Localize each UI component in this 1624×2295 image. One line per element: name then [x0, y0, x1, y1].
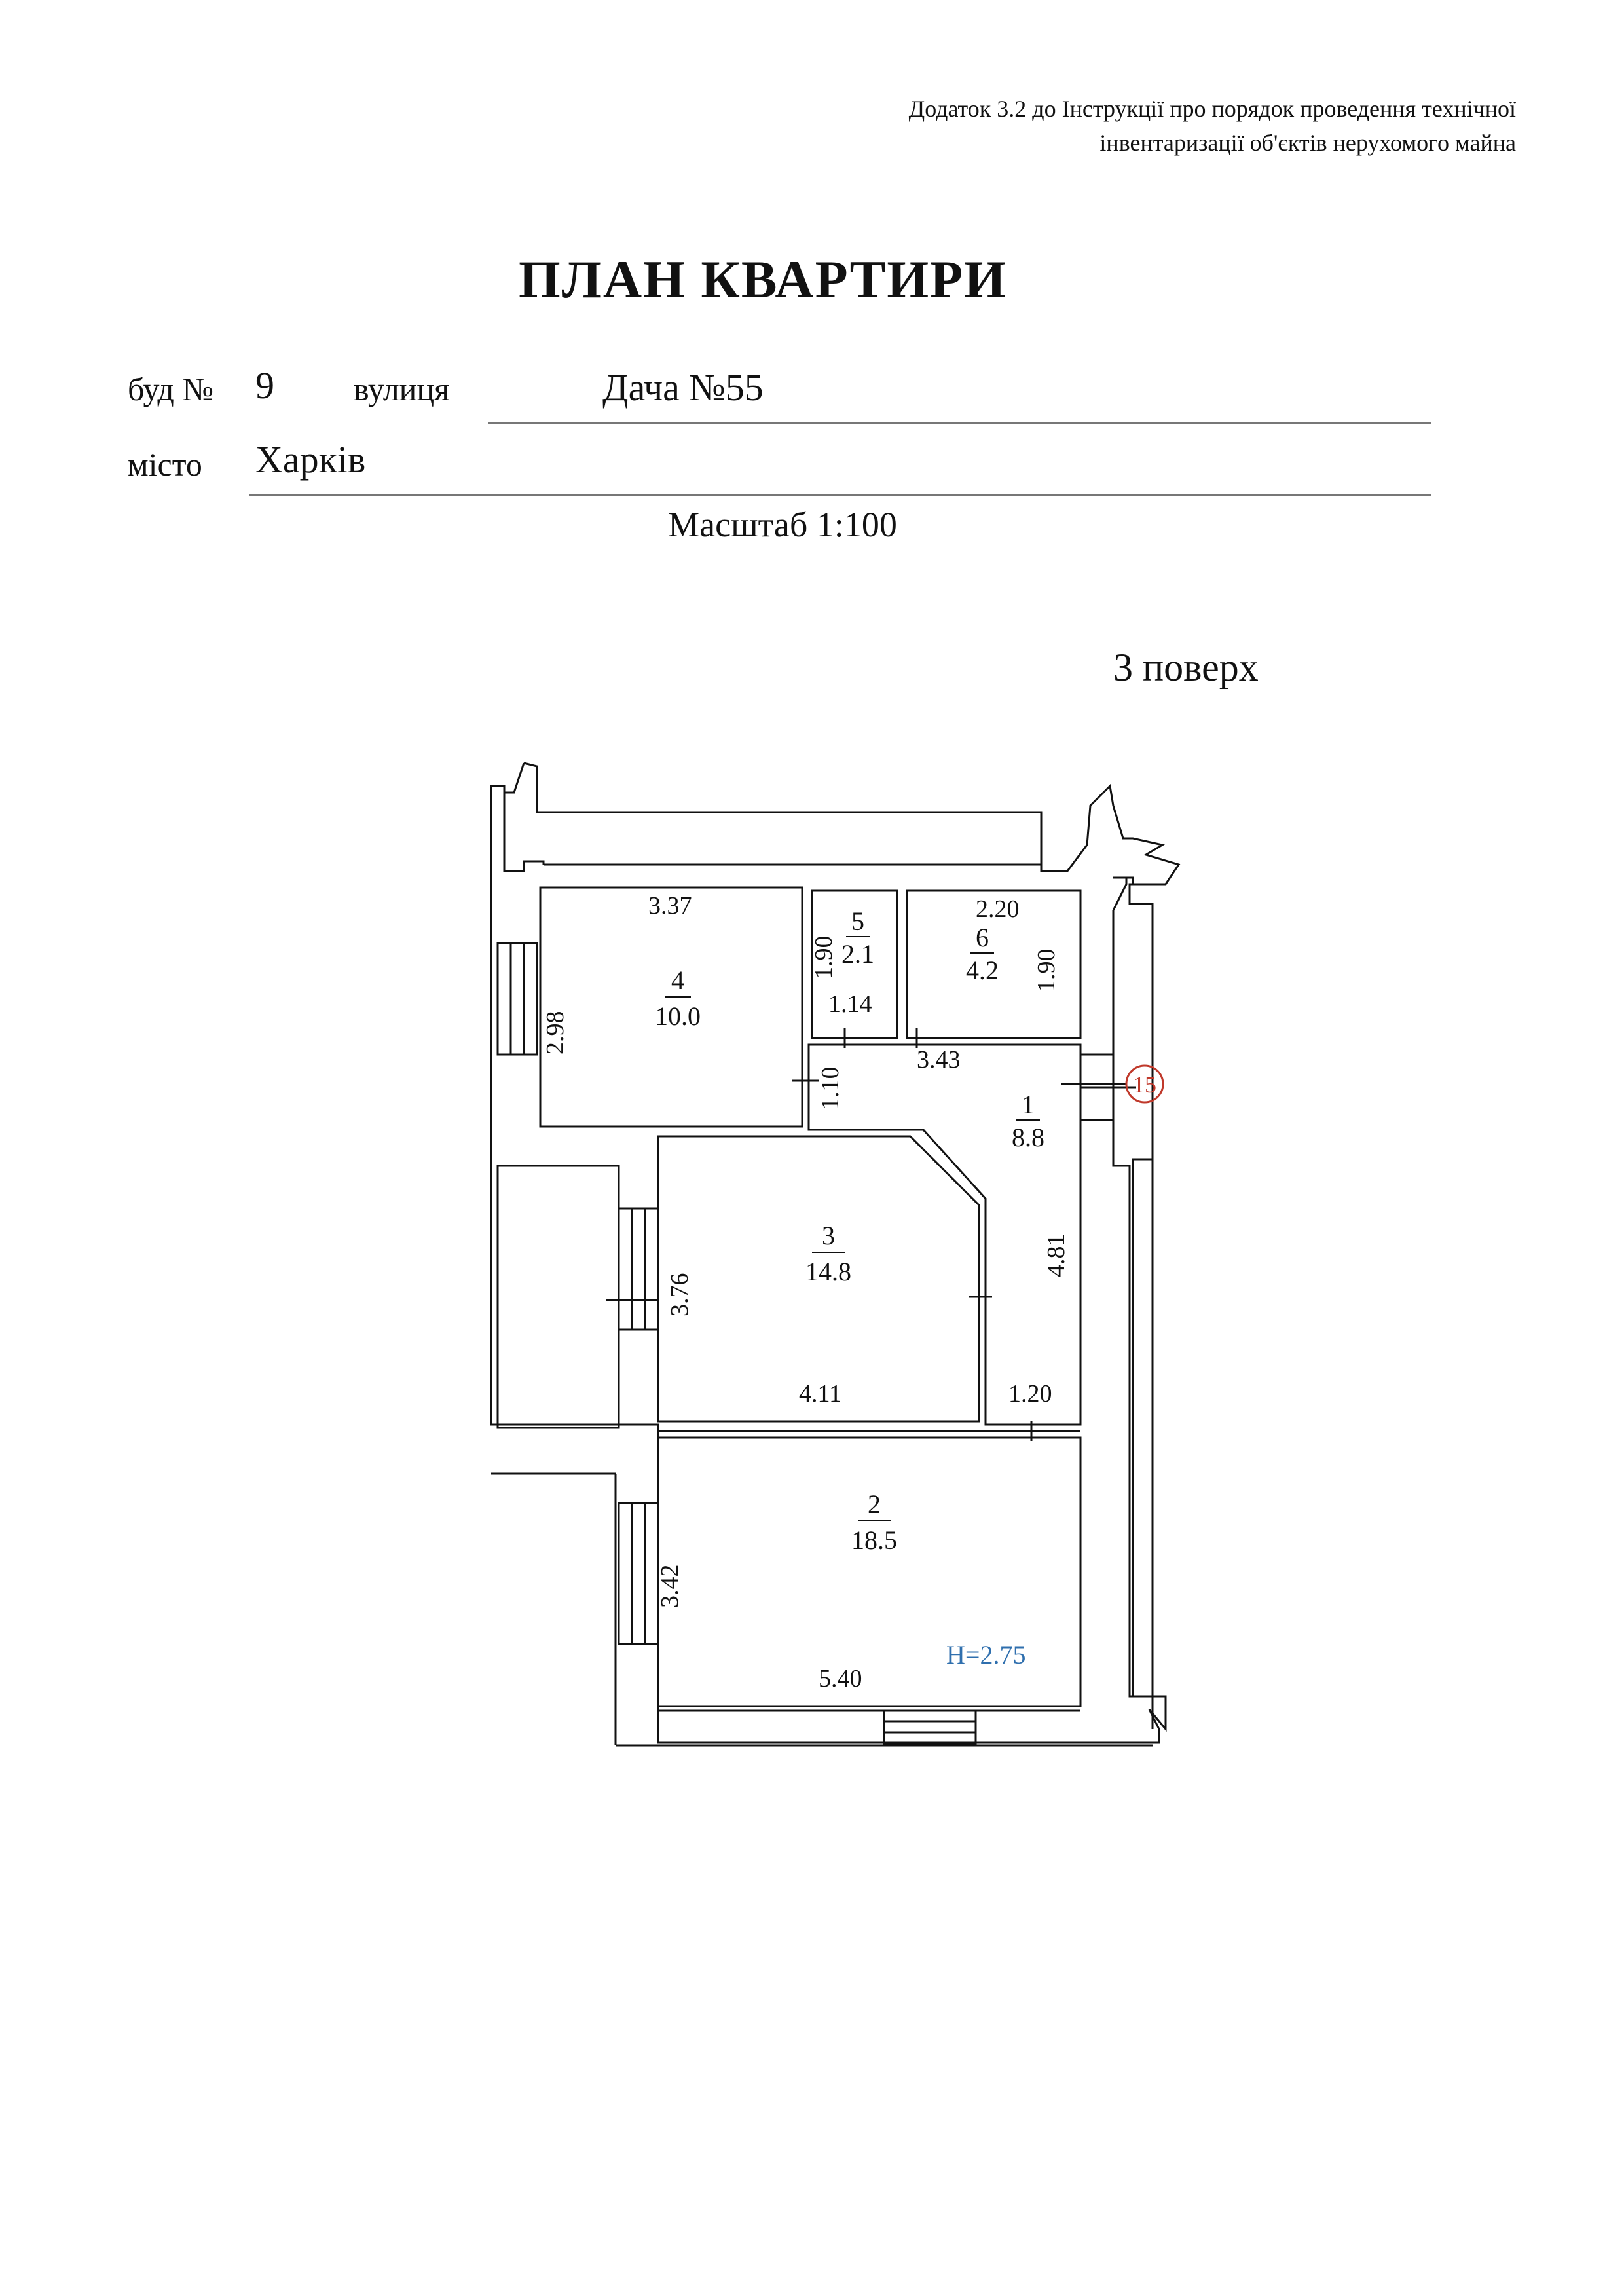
dim-r4-top: 3.37: [648, 892, 692, 920]
room-2-number: 2: [868, 1489, 881, 1519]
window-room-2-bottom: [884, 1711, 976, 1744]
page-title: ПЛАН КВАРТИРИ: [518, 250, 1008, 309]
room-1-number: 1: [1022, 1090, 1035, 1119]
room-1-area: 8.8: [1012, 1123, 1044, 1152]
dim-r3-left: 3.76: [666, 1273, 693, 1316]
room-1-outline: [809, 1045, 1080, 1425]
building-number: 9: [255, 364, 274, 407]
street-label: вулиця: [354, 371, 450, 407]
room-3-area: 14.8: [805, 1257, 851, 1286]
dim-hall-bottom: 1.20: [1008, 1380, 1052, 1408]
floor-label: 3 поверх: [1113, 646, 1259, 689]
dim-hall-top: 3.43: [917, 1046, 961, 1073]
city-label: місто: [128, 446, 202, 483]
building-label: буд №: [128, 371, 214, 407]
dim-r2-left: 3.42: [656, 1564, 684, 1608]
dim-hall-left: 1.10: [817, 1066, 844, 1110]
dim-r2-bottom: 5.40: [819, 1665, 862, 1692]
city-value: Харків: [255, 438, 366, 481]
dim-r3-bottom: 4.11: [799, 1380, 842, 1408]
room-4-number: 4: [671, 965, 684, 995]
regulation-note-line1: Додаток 3.2 до Інструкції про порядок проведення технічної: [908, 96, 1516, 122]
dim-r6-top: 2.20: [976, 895, 1020, 923]
room-4-area: 10.0: [655, 1001, 701, 1031]
dim-r4-left: 2.98: [542, 1011, 569, 1054]
openings: [498, 943, 1136, 1744]
window-room-3: [619, 1208, 658, 1330]
dim-r5-height: 1.90: [810, 935, 838, 979]
room-6-number: 6: [976, 923, 989, 952]
window-room-4: [498, 943, 537, 1054]
dimension-labels: [542, 892, 1070, 1692]
staircase-marker-number: 15: [1133, 1072, 1156, 1098]
scale-label: Масштаб 1:100: [668, 505, 897, 544]
balcony: [498, 1166, 619, 1428]
room-2-area: 18.5: [851, 1525, 897, 1555]
window-room-2-left: [619, 1503, 658, 1644]
dim-hall-right: 4.81: [1043, 1233, 1070, 1277]
top-wall: [524, 763, 1179, 884]
staircase-marker: [1061, 1066, 1163, 1102]
room-5-number: 5: [851, 906, 864, 936]
outer-walls: [491, 763, 1179, 1745]
dim-r5-width: 1.14: [828, 990, 872, 1018]
street-value: Дача №55: [602, 366, 764, 409]
dim-r6-height: 1.90: [1033, 948, 1060, 992]
room-6-area: 4.2: [966, 956, 999, 985]
room-5-area: 2.1: [841, 939, 874, 969]
room-3-number: 3: [822, 1221, 835, 1250]
regulation-note-line2: інвентаризації об'єктів нерухомого майна: [1099, 130, 1516, 156]
ceiling-height-label: H=2.75: [946, 1640, 1026, 1670]
